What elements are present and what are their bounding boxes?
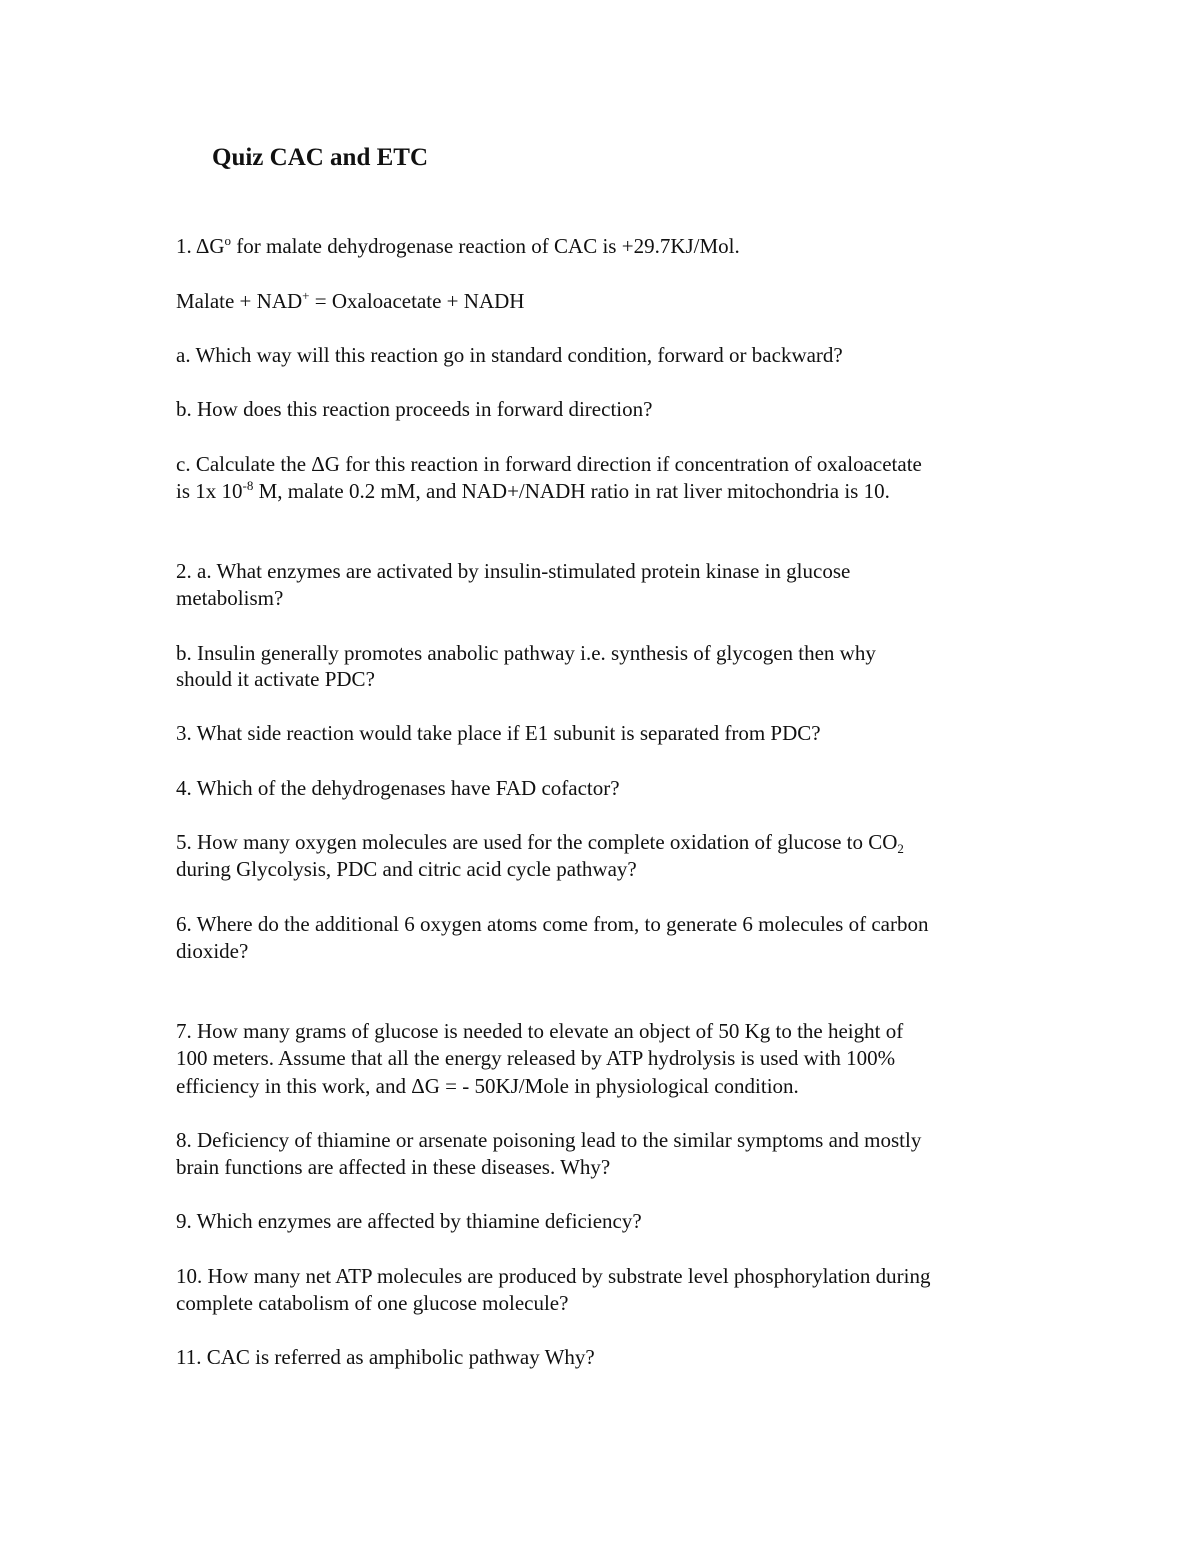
concentration-rest: M, malate 0.2 mM, and NAD+/NADH ratio in rat liver mitochondria is 10. [253, 479, 890, 503]
degree-superscript: o [224, 233, 232, 248]
charge-superscript: + [302, 288, 310, 303]
question-10-line-1: 10. How many net ATP molecules are produced by substrate level phosphorylation during [176, 1264, 931, 1288]
question-7-line-3: efficiency in this work, and ΔG = - 50KJ/Mole in physiological condition. [176, 1074, 799, 1098]
concentration-prefix: is 1x 10 [176, 479, 243, 503]
question-2a-line-1: 2. a. What enzymes are activated by insulin-stimulated protein kinase in glucose [176, 559, 851, 583]
exponent-superscript: -8 [242, 478, 254, 493]
quiz-title: Quiz CAC and ETC [212, 144, 429, 171]
question-2b-line-1: b. Insulin generally promotes anabolic pathway i.e. synthesis of glycogen then why [176, 641, 876, 665]
question-text: for malate dehydrogenase reaction of CAC is +29.7KJ/Mol. [231, 234, 740, 258]
question-1a: a. Which way will this reaction go in standard condition, forward or backward? [176, 343, 843, 367]
question-5-line-1 [176, 828, 904, 856]
question-7-line-1: 7. How many grams of glucose is needed to elevate an object of 50 Kg to the height of [176, 1019, 904, 1043]
question-10-line-2: complete catabolism of one glucose molecule? [176, 1291, 569, 1315]
question-9: 9. Which enzymes are affected by thiamine deficiency? [176, 1209, 642, 1233]
question-8-line-2: brain functions are affected in these diseases. Why? [176, 1155, 611, 1179]
question-5-line-2: during Glycolysis, PDC and citric acid cycle pathway? [176, 857, 637, 881]
question-2b-line-2: should it activate PDC? [176, 667, 375, 691]
question-1c-line-1: c. Calculate the ΔG for this reaction in forward direction if concentration of oxaloacetate [176, 452, 922, 476]
question-3: 3. What side reaction would take place if E1 subunit is separated from PDC? [176, 721, 821, 745]
subscript-2: 2 [897, 841, 904, 856]
equation-left: Malate + NAD [176, 289, 303, 313]
reaction-equation [176, 287, 524, 315]
question-5-text: 5. How many oxygen molecules are used for the complete oxidation of glucose to CO [176, 830, 898, 854]
equation-right: = Oxaloacetate + NADH [309, 289, 525, 313]
question-2a-line-2: metabolism? [176, 586, 284, 610]
question-8-line-1: 8. Deficiency of thiamine or arsenate poisoning lead to the similar symptoms and mostly [176, 1128, 922, 1152]
question-1b: b. How does this reaction proceeds in forward direction? [176, 397, 653, 421]
question-number: 1. [176, 234, 192, 258]
question-7-line-2: 100 meters. Assume that all the energy released by ATP hydrolysis is used with 100% [176, 1046, 896, 1070]
question-1 [176, 232, 740, 260]
question-4: 4. Which of the dehydrogenases have FAD cofactor? [176, 776, 620, 800]
question-1c-line-2 [176, 477, 890, 505]
question-6-line-2: dioxide? [176, 939, 249, 963]
question-6-line-1: 6. Where do the additional 6 oxygen atoms come from, to generate 6 molecules of carbon [176, 912, 929, 936]
delta-g-symbol: ΔG [195, 234, 225, 258]
question-11: 11. CAC is referred as amphibolic pathway Why? [176, 1345, 595, 1369]
